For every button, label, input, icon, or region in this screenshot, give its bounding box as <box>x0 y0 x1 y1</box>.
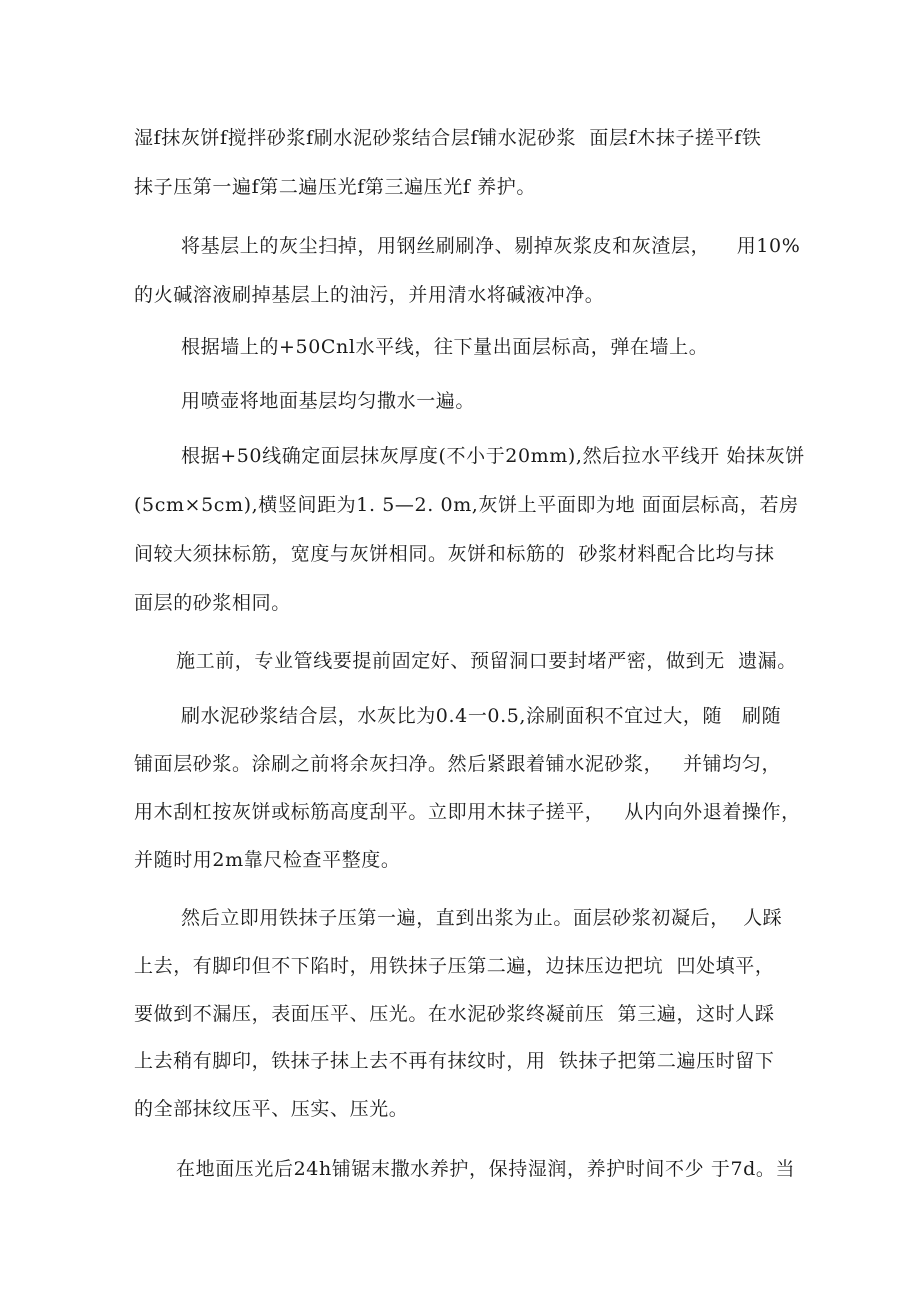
body-text-line: 间较大须抹标筋，宽度与灰饼相同。灰饼和标筋的 砂浆材料配合比均与抹 <box>134 543 775 565</box>
body-text-line: 根据墙上的+50Cnl水平线，往下量出面层标高，弹在墙上。 <box>181 336 709 358</box>
body-text-line: 上去，有脚印但不下陷时，用铁抹子压第二遍，边抹压边把坑 凹处填平， <box>134 955 775 977</box>
body-text-line: 施工前，专业管线要提前固定好、预留洞口要封堵严密，做到无 遗漏。 <box>176 650 797 672</box>
body-text-line: 抹子压第一遍f第二遍压光f第三遍压光f 养护。 <box>134 176 536 198</box>
body-text-line: 用喷壶将地面基层均匀撒水一遍。 <box>181 390 476 412</box>
body-text-line: 要做到不漏压，表面压平、压光。在水泥砂浆终凝前压 第三遍，这时人踩 <box>134 1003 775 1025</box>
body-text-line: 的全部抹纹压平、压实、压光。 <box>134 1098 409 1120</box>
body-text-line: 然后立即用铁抹子压第一遍，直到出浆为止。面层砂浆初凝后， 人踩 <box>181 907 783 929</box>
body-text-line: 将基层上的灰尘扫掉，用钢丝刷刷净、剔掉灰浆皮和灰渣层， 用10% <box>181 235 801 257</box>
body-text-line: 在地面压光后24h铺锯末撒水养护，保持湿润，养护时间不少 于7d。当 <box>176 1158 796 1180</box>
body-text-line: 并随时用2m靠尺检查平整度。 <box>134 849 401 871</box>
body-text-line: 铺面层砂浆。涂刷之前将余灰扫净。然后紧跟着铺水泥砂浆， 并铺均匀， <box>134 753 782 775</box>
body-text-line: 湿f抹灰饼f搅拌砂浆f刷水泥砂浆结合层f铺水泥砂浆 面层f木抹子搓平f铁 <box>134 127 762 149</box>
body-text-line: 根据+50线确定面层抹灰厚度(不小于20mm),然后拉水平线开 始抹灰饼 <box>181 445 805 467</box>
body-text-line: (5cm×5cm),横竖间距为1. 5—2. 0m,灰饼上平面即为地 面面层标高，若房 <box>134 494 799 516</box>
body-text-line: 的火碱溶液刷掉基层上的油污，并用清水将碱液冲净。 <box>134 284 605 306</box>
body-text-line: 用木刮杠按灰饼或标筋高度刮平。立即用木抹子搓平， 从内向外退着操作， <box>134 801 801 823</box>
body-text-line: 面层的砂浆相同。 <box>134 592 291 614</box>
body-text-line: 刷水泥砂浆结合层，水灰比为0.4一0.5,涂刷面积不宜过大，随 刷随 <box>181 705 782 727</box>
body-text-line: 上去稍有脚印，铁抹子抹上去不再有抹纹时，用 铁抹子把第二遍压时留下 <box>134 1050 775 1072</box>
